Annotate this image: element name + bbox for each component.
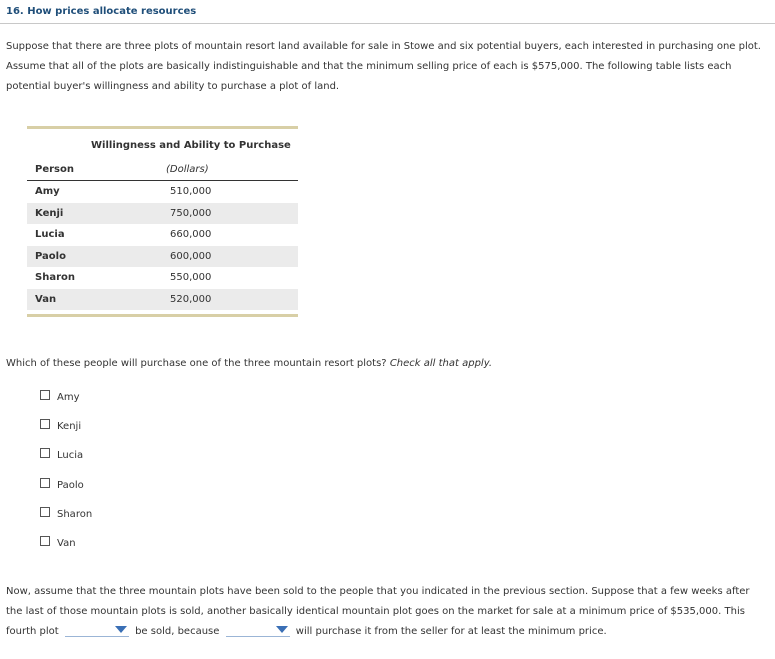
will-or-will-not-dropdown[interactable] <box>65 623 129 637</box>
buyer-dropdown[interactable] <box>226 623 290 637</box>
intro-line-2: Assume that all of the plots are basically indistinguishable and that the minimum selling price of each is $575,000. The following table lists each <box>6 61 732 72</box>
willingness-table <box>27 126 298 317</box>
checkbox-amy[interactable] <box>40 390 50 400</box>
checkbox-lucia[interactable] <box>40 448 50 458</box>
followup-line-3 <box>6 622 771 642</box>
table-bottom-rule <box>27 314 298 317</box>
buyer-checkbox-list <box>40 390 92 565</box>
checkbox-van[interactable] <box>40 536 50 546</box>
checkbox-sharon[interactable] <box>40 507 50 517</box>
checkbox-paolo[interactable] <box>40 478 50 488</box>
option-van[interactable] <box>40 536 92 565</box>
row-person: Lucia <box>35 229 65 240</box>
table-row <box>27 289 298 311</box>
row-value: 520,000 <box>170 293 212 305</box>
table-column-header: Willingness and Ability to Purchase <box>91 140 291 151</box>
table-row <box>27 181 298 203</box>
table-row <box>27 203 298 225</box>
option-paolo[interactable] <box>40 478 92 507</box>
row-person: Paolo <box>35 250 66 262</box>
dropdown-arrow-icon <box>115 626 127 633</box>
option-lucia[interactable] <box>40 448 92 477</box>
followup-text-a: fourth plot <box>6 626 59 637</box>
checkbox-kenji[interactable] <box>40 419 50 429</box>
followup-line-1: Now, assume that the three mountain plots have been sold to the people that you indicated in the previous section. Suppose that a few weeks after <box>6 586 750 597</box>
followup-paragraph <box>6 582 771 642</box>
question-prompt <box>6 354 771 374</box>
row-value: 750,000 <box>170 207 212 219</box>
followup-text-b: be sold, because <box>135 626 220 637</box>
row-value: 600,000 <box>170 250 212 262</box>
question-title: 16. How prices allocate resources <box>6 6 197 17</box>
option-label: Lucia <box>57 450 84 462</box>
option-label: Sharon <box>57 508 93 520</box>
dropdown-arrow-icon <box>276 626 288 633</box>
table-row <box>27 224 298 246</box>
row-value: 510,000 <box>170 186 212 197</box>
intro-line-3: potential buyer's willingness and ability to purchase a plot of land. <box>6 81 340 92</box>
option-label: Kenji <box>57 421 82 433</box>
followup-text-c: will purchase it from the seller for at least the minimum price. <box>295 626 607 637</box>
row-value: 660,000 <box>170 229 212 240</box>
row-person: Kenji <box>35 207 64 219</box>
title-divider <box>0 23 775 24</box>
option-sharon[interactable] <box>40 507 92 536</box>
option-amy[interactable] <box>40 390 92 419</box>
intro-line-1: Suppose that there are three plots of mountain resort land available for sale in Stowe and six potential buyers, each interested in purchasing one plot. <box>6 41 761 52</box>
table-subheader <box>27 162 298 181</box>
option-label: Amy <box>57 392 80 403</box>
question-text: Which of these people will purchase one of the three mountain resort plots? <box>6 358 387 369</box>
table-header <box>27 129 298 162</box>
option-label: Paolo <box>57 479 84 491</box>
dollars-column-header: (Dollars) <box>166 164 209 175</box>
row-person: Van <box>35 293 57 305</box>
row-person: Sharon <box>35 272 75 283</box>
intro-paragraph <box>6 37 771 97</box>
row-value: 550,000 <box>170 272 212 283</box>
table-row <box>27 246 298 268</box>
question-instruction: Check all that apply. <box>389 358 493 369</box>
option-kenji[interactable] <box>40 419 92 448</box>
followup-line-2: the last of those mountain plots is sold, another basically identical mountain plot goes on the market for sale at a minimum price of $535,000. This <box>6 606 745 617</box>
table-row <box>27 267 298 289</box>
row-person: Amy <box>35 186 60 197</box>
person-column-header: Person <box>35 164 74 175</box>
option-label: Van <box>57 537 76 549</box>
